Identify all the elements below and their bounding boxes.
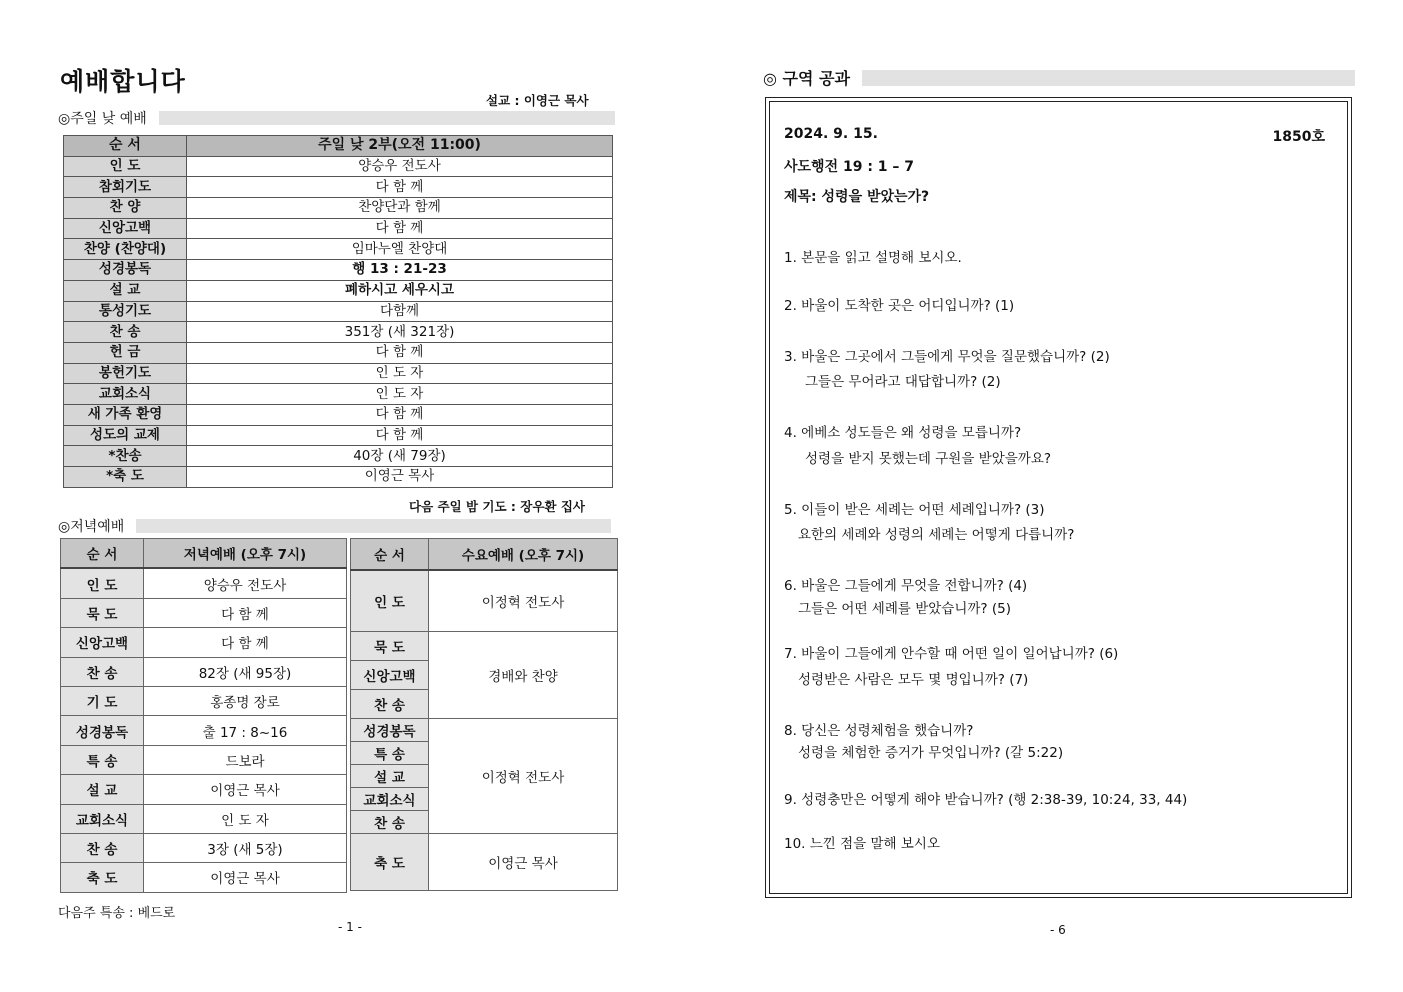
order-value: 82장 (새 95장) [144,657,347,686]
table-row [64,239,613,260]
heading-bar [862,70,1355,86]
table-row [61,863,347,892]
order-label: 찬 양 [64,198,187,219]
sermon-title: 폐하시고 세우시고 [187,280,613,301]
table-row [64,156,613,177]
table-row [64,363,613,384]
order-label: 축 도 [61,863,144,892]
order-label: 인 도 [61,568,144,598]
question-item: 4. 에베소 성도들은 왜 성령을 모릅니까? [784,425,1022,441]
table-row [64,425,613,446]
morning-service-table [63,135,613,488]
order-label: 신앙고백 [61,628,144,657]
order-value: 인 도 자 [144,804,347,833]
order-value: 홍종명 장로 [144,686,347,715]
order-label: 인 도 [351,570,429,632]
question-item: 그들은 무어라고 대답합니까? (2) [805,374,1001,390]
header-order: 순 서 [64,136,187,157]
order-value: 다 함 께 [187,425,613,446]
next-night-prayer: 다음 주일 밤 기도 : 장우환 집사 [409,499,586,514]
table-row [64,342,613,363]
table-row [64,467,613,488]
table-row [351,719,618,742]
morning-service-heading [58,108,615,128]
order-label: 찬 송 [351,811,429,834]
table-row [351,570,618,632]
order-label: 참회기도 [64,177,187,198]
order-value: 이영근 목사 [187,467,613,488]
order-label: 묵 도 [61,598,144,627]
table-header-row [351,539,618,571]
table-row [61,775,347,804]
table-row [64,177,613,198]
question-item: 6. 바울은 그들에게 무엇을 전합니까? (4) [784,578,1028,594]
order-value: 임마누엘 찬양대 [187,239,613,260]
order-value: 찬양단과 함께 [187,198,613,219]
table-row [61,598,347,627]
order-label: *찬송 [64,446,187,467]
question-item: 성령을 체험한 증거가 무엇입니까? (갈 5:22) [798,745,1064,761]
table-row [61,745,347,774]
order-label: 특 송 [351,742,429,765]
order-label: 찬 송 [64,322,187,343]
study-subject: 제목: 성령을 받았는가? [784,189,930,205]
wednesday-service-table [350,538,618,891]
order-value: 40장 (새 79장) [187,446,613,467]
table-row [64,198,613,219]
study-date: 2024. 9. 15. [784,126,878,142]
order-value: 다함께 [187,301,613,322]
table-row [61,833,347,862]
study-section-title: ◎ 구역 공과 [763,69,850,88]
heading-bar [159,111,615,125]
order-label: 설 교 [61,775,144,804]
order-value: 다 함 께 [187,218,613,239]
issue-number: 1850호 [1272,129,1325,145]
order-label: 묵 도 [351,632,429,661]
page-number: - 1 - [338,920,362,934]
question-item: 2. 바울이 도착한 곳은 어디입니까? (1) [784,298,1015,314]
order-value: 이영근 목사 [144,775,347,804]
order-value: 351장 (새 321장) [187,322,613,343]
order-label: 찬 송 [351,690,429,719]
order-value: 다 함 께 [144,598,347,627]
order-label: 교회소식 [351,788,429,811]
order-label: 인 도 [64,156,187,177]
header-order: 순 서 [351,539,429,571]
order-label: 신앙고백 [351,661,429,690]
order-label: 찬양 (찬양대) [64,239,187,260]
order-label: 설 교 [351,765,429,788]
scripture-reading: 행 13 : 21-23 [187,260,613,281]
table-header-row [64,136,613,157]
table-row [64,404,613,425]
table-row [61,628,347,657]
order-value: 다 함 께 [187,342,613,363]
table-row [64,322,613,343]
order-label: *축 도 [64,467,187,488]
table-header-row [61,539,347,569]
page-title: 예배합니다 [60,67,186,96]
table-row [64,301,613,322]
header-service-time: 저녁예배 (오후 7시) [144,539,347,569]
study-box-inner [769,101,1348,894]
table-row [351,834,618,891]
heading-bar [136,519,611,533]
order-value: 인 도 자 [187,384,613,405]
table-row [351,632,618,661]
table-row [64,384,613,405]
order-label: 봉헌기도 [64,363,187,384]
table-row [64,446,613,467]
study-section-heading [763,66,1355,89]
order-label: 찬 송 [61,833,144,862]
table-row [61,686,347,715]
question-item: 5. 이들이 받은 세례는 어떤 세례입니까? (3) [784,502,1045,518]
order-label: 통성기도 [64,301,187,322]
morning-service-title: ◎주일 낮 예배 [58,111,147,127]
order-value: 이영근 목사 [429,834,618,891]
question-item: 성령받은 사람은 모두 몇 명입니까? (7) [798,672,1029,688]
order-label: 성경봉독 [61,716,144,745]
order-value: 인 도 자 [187,363,613,384]
question-item: 1. 본문을 읽고 설명해 보시오. [784,250,962,266]
order-label: 성도의 교제 [64,425,187,446]
order-value: 경배와 찬양 [429,632,618,719]
table-row [61,804,347,833]
order-value: 양승우 전도사 [187,156,613,177]
order-value: 출 17 : 8~16 [144,716,347,745]
order-value: 다 함 께 [144,628,347,657]
question-item: 10. 느낀 점을 말해 보시오 [784,836,941,852]
question-item: 8. 당신은 성령체험을 했습니까? [784,723,974,739]
study-box [765,97,1352,898]
order-value: 다 함 께 [187,177,613,198]
order-value: 이정혁 전도사 [429,719,618,834]
page-number: - 6 [1050,923,1066,937]
table-row [61,716,347,745]
order-value: 이영근 목사 [144,863,347,892]
table-row [64,260,613,281]
table-row [64,280,613,301]
preacher-line: 설교 : 이영근 목사 [486,93,589,108]
evening-service-table [60,538,347,893]
order-value: 양승우 전도사 [144,568,347,598]
order-label: 기 도 [61,686,144,715]
order-label: 새 가족 환영 [64,404,187,425]
next-special-song: 다음주 특송 : 베드로 [58,906,176,921]
header-order: 순 서 [61,539,144,569]
question-item: 성령을 받지 못했는데 구원을 받았을까요? [805,451,1052,467]
order-value: 드보라 [144,745,347,774]
question-item: 9. 성령충만은 어떻게 해야 받습니까? (행 2:38-39, 10:24, 33, 44) [784,792,1188,808]
evening-service-title: ◎저녁예배 [58,519,125,535]
question-item: 요한의 세례와 성령의 세례는 어떻게 다릅니까? [798,527,1075,543]
order-label: 교회소식 [64,384,187,405]
order-label: 교회소식 [61,804,144,833]
order-value: 3장 (새 5장) [144,833,347,862]
scripture-passage: 사도행전 19 : 1 – 7 [784,159,915,175]
question-item: 3. 바울은 그곳에서 그들에게 무엇을 질문했습니까? (2) [784,349,1110,365]
order-label: 축 도 [351,834,429,891]
header-service-time: 주일 낮 2부(오전 11:00) [187,136,613,157]
order-label: 신앙고백 [64,218,187,239]
table-row [61,657,347,686]
order-label: 특 송 [61,745,144,774]
order-label: 설 교 [64,280,187,301]
table-row [61,568,347,598]
order-label: 헌 금 [64,342,187,363]
question-item: 그들은 어떤 세례를 받았습니까? (5) [798,601,1011,617]
question-item: 7. 바울이 그들에게 안수할 때 어떤 일이 일어납니까? (6) [784,646,1119,662]
table-row [64,218,613,239]
header-service-time: 수요예배 (오후 7시) [429,539,618,571]
evening-service-heading [58,516,611,536]
order-value: 다 함 께 [187,404,613,425]
order-value: 이정혁 전도사 [429,570,618,632]
order-label: 성경봉독 [351,719,429,742]
order-label: 성경봉독 [64,260,187,281]
order-label: 찬 송 [61,657,144,686]
